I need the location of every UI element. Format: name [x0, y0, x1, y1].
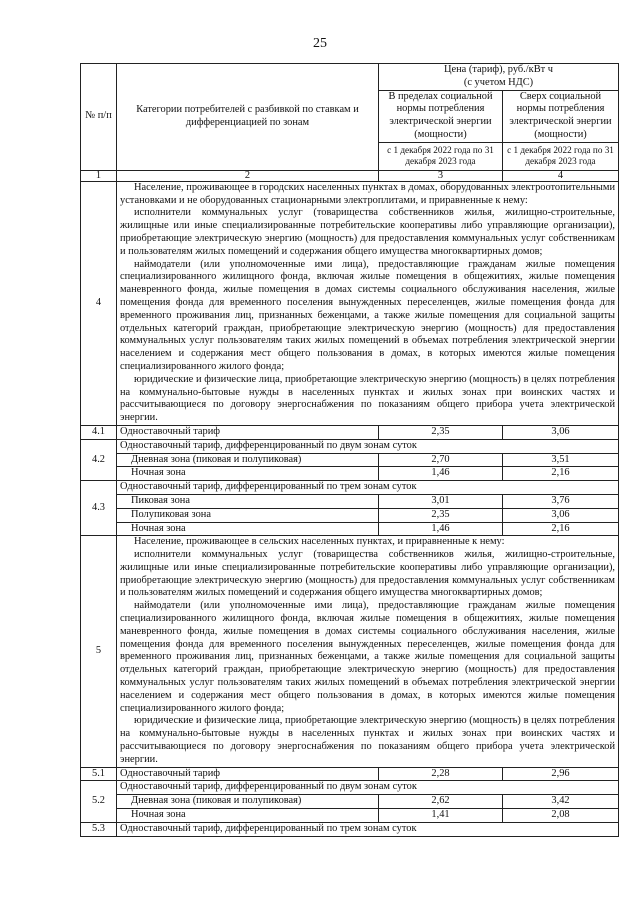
value-within-norm: 2,62 — [379, 795, 503, 809]
row-4-2-night — [81, 467, 619, 481]
row-label: Ночная зона — [117, 467, 379, 481]
value-above-norm: 3,06 — [503, 508, 619, 522]
section-4-paragraph: наймодатели (или уполномоченные ими лица), предоставляющие гражданам жилые помещения специализированного жилищного фонда, включая жилые помещения в общежитиях, жилые помещения маневренного фонда, жилые помещения в домах системы социального обслуживания населения, жилые помещения фонда для временного поселения вынужденных переселенцев, жилые помещения фонда для временного проживания лиц, признанных беженцами, а также жилые помещения для социальной защиты отдельных категорий граждан, приобретающие электрическую энергию (мощность) для предоставления коммунальных услуг пользователям таких жилых помещений в объемах потребления электрической энергии населением и содержания мест общего пользования в домах, в которых имеются жилые помещения специализированного жилого фонда; — [120, 258, 616, 372]
row-5-2-day — [81, 795, 619, 809]
header-category: Категории потребителей с разбивкой по ставкам и дифференциацией по зонам — [117, 64, 379, 171]
row-num: 4.2 — [81, 439, 117, 480]
row-4-2-title — [81, 439, 619, 453]
row-4-3-halfpeak — [81, 508, 619, 522]
section-4-description — [117, 181, 619, 425]
value-within-norm: 2,70 — [379, 453, 503, 467]
section-4-paragraph: исполнители коммунальных услуг (товарищества собственников жилья, жилищно-строительные, жилищные или иные специализированные потребительские кооперативы либо управляющие организации), приобретающие электрическую энергию (мощность) для предоставления коммунальных услуг собственникам и пользователям жилых помещений и содержания общего имущества многоквартирных домов; — [120, 207, 616, 257]
value-within-norm: 1,46 — [379, 522, 503, 536]
row-4-3-peak — [81, 494, 619, 508]
row-4-1 — [81, 425, 619, 439]
col-number-1: 1 — [81, 170, 117, 181]
row-5-3-title — [81, 822, 619, 836]
section-5-paragraph: Население, проживающее в сельских населенных пунктах, и приравненные к нему: — [134, 536, 505, 548]
row-5-2-night — [81, 809, 619, 823]
header-above-norm: Сверх социальной нормы потребления электрической энергии (мощности) — [503, 90, 619, 142]
value-above-norm: 3,42 — [503, 795, 619, 809]
row-label: Дневная зона (пиковая и полупиковая) — [117, 795, 379, 809]
row-num: 5.3 — [81, 822, 117, 836]
tariff-table — [80, 63, 619, 837]
value-within-norm: 3,01 — [379, 494, 503, 508]
header-price-group: Цена (тариф), руб./кВт ч (с учетом НДС) — [379, 64, 619, 91]
page-number: 25 — [313, 36, 327, 51]
section-5-paragraph: исполнители коммунальных услуг (товарищества собственников жилья, жилищно-строительные, жилищные или иные специализированные потребительские кооперативы либо управляющие организации), приобретающие электрическую энергию (мощность) для предоставления коммунальных услуг собственникам и пользователям жилых помещений и содержания общего имущества многоквартирных домов; — [120, 549, 616, 599]
row-num: 5.1 — [81, 767, 117, 781]
section-4-num: 4 — [81, 181, 117, 425]
row-label: Полупиковая зона — [117, 508, 379, 522]
header-period-within: с 1 декабря 2022 года по 31 декабря 2023 года — [379, 142, 503, 170]
row-label: Дневная зона (пиковая и полупиковая) — [117, 453, 379, 467]
row-4-3-night — [81, 522, 619, 536]
row-label: Одноставочный тариф — [117, 425, 379, 439]
value-above-norm: 3,06 — [503, 425, 619, 439]
value-above-norm: 3,51 — [503, 453, 619, 467]
value-within-norm: 2,28 — [379, 767, 503, 781]
row-4-2-day — [81, 453, 619, 467]
section-4-description-row — [81, 181, 619, 425]
header-num: № п/п — [81, 64, 117, 171]
row-num: 5.2 — [81, 781, 117, 822]
section-5-num: 5 — [81, 536, 117, 767]
row-label: Одноставочный тариф — [117, 767, 379, 781]
value-within-norm: 2,35 — [379, 508, 503, 522]
row-title: Одноставочный тариф, дифференцированный по двум зонам суток — [117, 781, 619, 795]
row-5-2-title — [81, 781, 619, 795]
header-within-norm: В пределах социальной нормы потребления электрической энергии (мощности) — [379, 90, 503, 142]
row-4-3-title — [81, 481, 619, 495]
column-numbers-row — [81, 170, 619, 181]
section-4-paragraph: юридические и физические лица, приобретающие электрическую энергию (мощность) в целях потребления на коммунально-бытовые нужды в населенных пунктах и жилых зонах при воинских частях и рассчитывающиеся по договору энергоснабжения по показаниям общего прибора учета электрической энергии. — [120, 373, 616, 424]
value-above-norm: 2,16 — [503, 467, 619, 481]
value-above-norm: 3,76 — [503, 494, 619, 508]
section-5-paragraph: юридические и физические лица, приобретающие электрическую энергию (мощность) в целях потребления на коммунально-бытовые нужды в населенных пунктах и жилых зонах при воинских частях и рассчитывающиеся по договору энергоснабжения по показаниям общего прибора учета электрической энергии. — [120, 715, 616, 765]
row-title: Одноставочный тариф, дифференцированный по трем зонам суток — [117, 822, 619, 836]
section-4-paragraph: Население, проживающее в городских населенных пунктах в домах, оборудованных электроотопительными установками и не оборудованных стационарными электроплитами, и приравненные к нему: — [120, 181, 616, 206]
col-number-2: 2 — [117, 170, 379, 181]
header-period-above: с 1 декабря 2022 года по 31 декабря 2023 года — [503, 142, 619, 170]
row-label: Пиковая зона — [117, 494, 379, 508]
value-above-norm: 2,08 — [503, 809, 619, 823]
value-within-norm: 1,41 — [379, 809, 503, 823]
row-title: Одноставочный тариф, дифференцированный по двум зонам суток — [117, 439, 619, 453]
section-5-paragraph: наймодатели (или уполномоченные ими лица), предоставляющие гражданам жилые помещения специализированного жилищного фонда, включая жилые помещения в общежитиях, жилые помещения маневренного фонда, жилые помещения в домах системы социального обслуживания населения, жилые помещения фонда для временного поселения вынужденных переселенцев, жилые помещения фонда для временного проживания лиц, признанных беженцами, а также жилые помещения для социальной защиты отдельных категорий граждан, приобретающие электрическую энергию (мощность) для предоставления коммунальных услуг пользователям таких жилых помещений в объемах потребления электрической энергии населением и содержания мест общего пользования в домах, в которых имеются жилые помещения специализированного жилого фонда; — [120, 600, 616, 714]
value-within-norm: 1,46 — [379, 467, 503, 481]
value-above-norm: 2,96 — [503, 767, 619, 781]
row-num: 4.1 — [81, 425, 117, 439]
row-label: Ночная зона — [117, 809, 379, 823]
row-num: 4.3 — [81, 481, 117, 536]
value-above-norm: 2,16 — [503, 522, 619, 536]
header-row-price — [81, 64, 619, 91]
row-title: Одноставочный тариф, дифференцированный по трем зонам суток — [117, 481, 619, 495]
section-5-description — [117, 536, 619, 767]
section-5-description-row — [81, 536, 619, 767]
row-label: Ночная зона — [117, 522, 379, 536]
value-within-norm: 2,35 — [379, 425, 503, 439]
row-5-1 — [81, 767, 619, 781]
col-number-4: 4 — [503, 170, 619, 181]
col-number-3: 3 — [379, 170, 503, 181]
